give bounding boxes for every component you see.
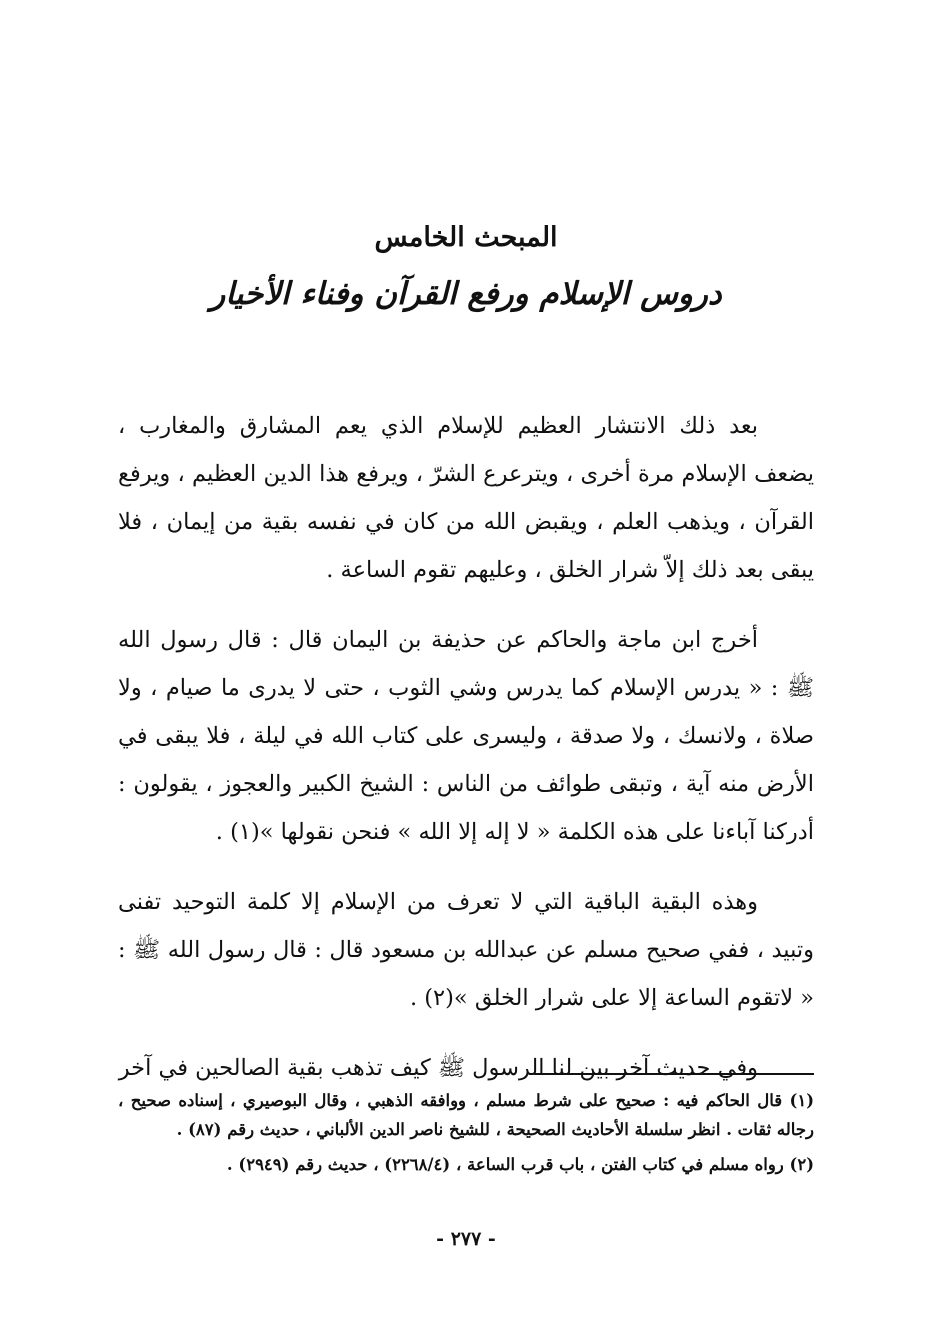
body-text: [118, 402, 814, 1092]
chapter-subtitle: دروس الإسلام ورفع القرآن وفناء الأخيار: [210, 276, 722, 312]
paragraph-2: أخرج ابن ماجة والحاكم عن حذيفة بن اليمان قال : قال رسول الله ﷺ : « يدرس الإسلام كما يدرس وشي الثوب ، حتى لا يدرى ما صيام ، ولا صلاة ، ولانسك ، ولا صدقة ، وليسرى على كتاب الله في ليلة ، فلا يبقى في الأرض منه آية ، وتبقى طوائف من الناس : الشيخ الكبير والعجوز ، يقولون : أدركنا آباءنا على هذه الكلمة « لا إله إلا الله » فنحن نقولها »(١) .: [118, 627, 814, 845]
chapter-title: المبحث الخامس: [374, 222, 558, 253]
paragraph-4: وفي حديث آخر بين لنا الرسول ﷺ كيف تذهب بقية الصالحين في آخر: [118, 1055, 758, 1081]
paragraph-3: وهذه البقية الباقية التي لا تعرف من الإسلام إلا كلمة التوحيد تفنى وتبيد ، ففي صحيح مسلم عن عبدالله بن مسعود قال : قال رسول الله ﷺ : « لاتقوم الساعة إلا على شرار الخلق »(٢) .: [118, 889, 814, 1011]
footnotes: [118, 1086, 814, 1179]
footnote-1: (١) قال الحاكم فيه : صحيح على شرط مسلم ، ووافقه الذهبي ، وقال البوصيري ، إسناده صحيح ، رجاله ثقات . انظر سلسلة الأحاديث الصحيحة ، للشيخ ناصر الدين الألباني ، حديث رقم (٨٧) .: [118, 1091, 814, 1139]
footnote-2: (٢) رواه مسلم في كتاب الفتن ، باب قرب الساعة ، (٢٢٦٨/٤) ، حديث رقم (٢٩٤٩) .: [226, 1155, 814, 1174]
footnote-divider: [534, 1073, 814, 1075]
paragraph-1: بعد ذلك الانتشار العظيم للإسلام الذي يعم المشارق والمغارب ، يضعف الإسلام مرة أخرى ، ويترعرع الشرّ ، ويرفع هذا الدين العظيم ، ويرفع القرآن ، ويذهب العلم ، ويقبض الله من كان في نفسه بقية من إيمان ، فلا يبقى بعد ذلك إلاّ شرار الخلق ، وعليهم تقوم الساعة .: [118, 413, 814, 583]
page-number: - ٢٧٧ -: [436, 1228, 496, 1250]
